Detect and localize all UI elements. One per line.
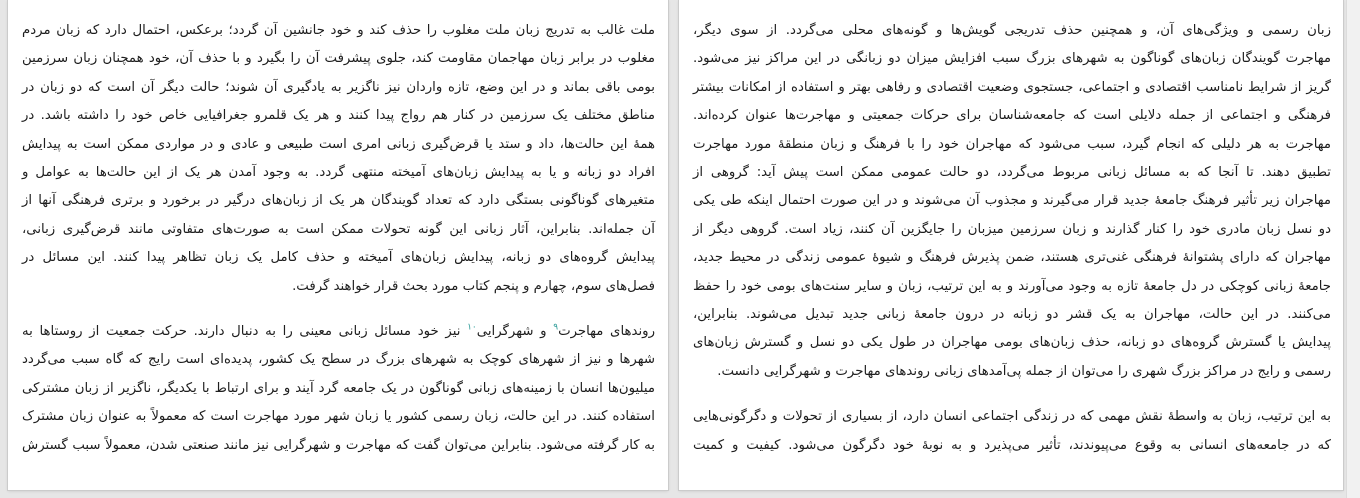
text-line: که در جامعه‌های انسانی به وقوع می‌پیوندند، تأثیر می‌پذیرد و به نوبهٔ خود دگرگون می‌شود. کیفیت و کمیت [693, 437, 1331, 453]
text-line: فصل‌های سوم، چهارم و پنجم کتاب مورد بحث قرار خواهند گرفت. [292, 278, 655, 294]
text-line: افراد دو زبانه و یا به پیدایش زبان‌های آمیخته منتهی گردد. به وجود آمدن هر یک از این حالت‌ها به عوامل و [22, 165, 655, 181]
text-line: آن جمله‌اند. بنابراین، آثار زبانی این گونه تحولات ممکن است به صورت‌های متفاوتی مانند قرض‌گیری زبانی، [22, 221, 655, 237]
text-line [22, 318, 655, 346]
text-line: پیدایش یا گسترش گروه‌های دو زبانه، حذف زبان‌های بومی مهاجران در طول یکی دو نسل و گسترش زبان‌های [693, 335, 1331, 351]
paragraph [22, 318, 655, 460]
text-line: همهٔ این حالت‌ها، داد و ستد یا قرض‌گیری زبانی امری است طبیعی و عادی و در مواردی ممکن است به پیدایش [22, 136, 655, 152]
footnote-marker[interactable]: ۱۰ [467, 322, 477, 333]
text-line: میلیون‌ها انسان با زمینه‌های زبانی گوناگون در یک جامعه گرد آیند و برای ارتباط با یکدیگر، ناگزیر از زبان مشترکی [22, 380, 655, 396]
text-line: رسمی و رایج در مراکز بزرگ شهری را می‌توان از جمله پی‌آمدهای زبانی روندهای مهاجرت و شهرگرایی دانست. [717, 363, 1331, 379]
left-page [8, 0, 668, 490]
text-line: شهرها و نیز از شهرهای کوچک به شهرهای بزرگ در سطح یک کشور، پدیده‌ای است رایج که گاه سبب می‌گردد [22, 352, 655, 368]
vertical-scrollbar[interactable] [1346, 0, 1360, 498]
text-line: به کار گرفته می‌شود. بنابراین می‌توان گفت که مهاجرت و شهرگرایی نیز مانند صنعتی شدن، معمولاً سبب گسترش [22, 437, 655, 453]
paragraph [22, 17, 655, 301]
text-line: پیدایش گروه‌های دو زبانه، پیدایش زبان‌های آمیخته و حذف کامل یک زبان تظاهر پیدا کنند. این مسائل در [22, 250, 655, 266]
text-line: مهاجران که دارای پشتوانهٔ فرهنگی غنی‌تری هستند، ضمن پذیرش فرهنگ و شیوهٔ عمومی زندگی در محیط جدید، [693, 250, 1331, 266]
text-line: مناطق مختلف یک سرزمین در کنار هم رواج پیدا کنند و هر یک قلمرو جغرافیایی خاص خود را داشته باشد. در [22, 108, 655, 124]
text-line: متغیرهای گوناگونی بستگی دارد که تعداد گویندگان هر یک از زبان‌های درگیر در برخورد و برتری فرهنگی آنها از [22, 193, 655, 209]
footnote-marker[interactable]: ۹ [553, 322, 559, 333]
text-line: مهاجرت گویندگان زبان‌های گوناگون به شهرهای بزرگ سبب افزایش میزان دو زبانگی در این مراکز نیز می‌شود. [693, 51, 1331, 67]
text-segment: روندهای مهاجرت [558, 324, 655, 340]
text-line: دو نسل زبان مادری خود را کنار گذارند و زبان سرزمین میزبان را جایگزین آن کنند، زیاد است. گروهی دیگر از [693, 221, 1331, 237]
right-page [679, 0, 1343, 490]
text-line: مغلوب در برابر زبان مهاجمان مقاومت کند، جلوی پیشرفت آن را بگیرد و با حذف آن، خود همچنان زبان سرزمین [22, 51, 655, 67]
right-page-text [693, 17, 1331, 460]
text-line: ملت غالب به تدریج زبان ملت مغلوب را حذف کند و خود جانشین آن گردد؛ برعکس، احتمال دارد که زبان مردم [22, 23, 655, 38]
text-line: مهاجران زیر تأثیر فرهنگ جامعهٔ جدید قرار می‌گیرند و مجذوب آن می‌شوند و در این صورت احتمال اینکه طی یکی [693, 193, 1331, 209]
text-line: مهاجرت به هر دلیلی که انجام گیرد، سبب می‌شود که مهاجران خود را با فرهنگ و زبان منطقهٔ مورد مهاجرت [693, 136, 1331, 152]
paragraph [693, 17, 1331, 386]
text-line: بومی باقی بماند و در این وضع، تازه واردان نیز ناگزیر به یادگیری آن شوند؛ حالت دیگر آن است که دو زبان در [22, 79, 655, 95]
text-line: استفاده کنند. در این حالت، زبان رسمی کشور یا زبان شهر مورد مهاجرت است که معمولاً به عنوان زبان مشترک [22, 409, 655, 425]
left-page-text [22, 17, 655, 460]
text-segment: نیز خود مسائل زبانی معینی را به دنبال دارند. حرکت جمعیت از روستاها به [22, 324, 468, 340]
text-line: گریز از شرایط نامناسب اقتصادی و اجتماعی، جستجوی وضعیت اقتصادی و رفاهی بهتر و استفاده از امکانات بیشتر [693, 79, 1331, 95]
text-segment: و شهرگرایی [476, 324, 554, 340]
paragraph [693, 403, 1331, 460]
text-line: می‌کنند. در این حالت، مهاجران به یک قشر دو زبانه در درون جامعهٔ زبانی جدید تبدیل می‌شوند. بنابراین، [693, 307, 1331, 323]
text-line: فرهنگی و اجتماعی از جمله دلایلی است که جامعه‌شناسان برای حرکات جمعیتی و مهاجرت‌ها عنوان کرده‌اند. [693, 108, 1331, 124]
text-line: زبان رسمی و ویژگی‌های آن، و همچنین حذف تدریجی گویش‌ها و گونه‌های محلی می‌گردد. از سوی دیگر، [693, 23, 1331, 38]
text-line: جامعهٔ زبانی کوچکی در دل جامعهٔ تازه به وجود می‌آورند و به این ترتیب، زبان و سایر سنت‌های بومی خود را حفظ [693, 278, 1331, 294]
text-line: تطبیق دهند. تا آنجا که به مسائل زبانی مربوط می‌گردد، دو حالت عمومی ممکن است پیش آید: گروهی از [693, 165, 1331, 181]
text-line: به این ترتیب، زبان به واسطهٔ نقش مهمی که در زندگی اجتماعی انسان دارد، از بسیاری از تحولات و دگرگونی‌هایی [693, 409, 1331, 425]
